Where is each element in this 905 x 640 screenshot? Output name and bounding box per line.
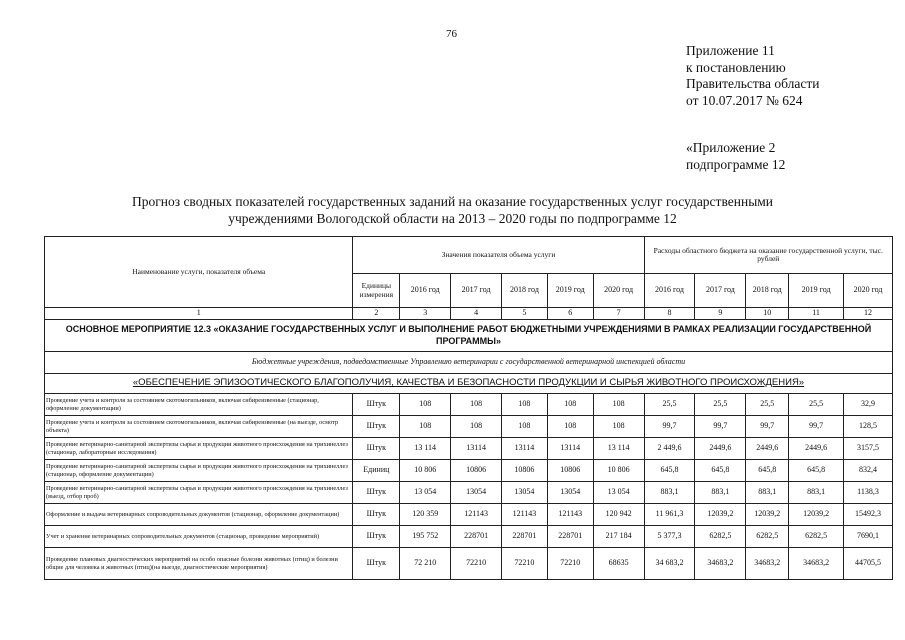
budget-value: 12039,2 [746, 504, 789, 526]
appendix-line: к постановлению [686, 59, 786, 75]
budget-value: 883,1 [644, 482, 695, 504]
page-number: 76 [446, 28, 457, 40]
column-number-row [45, 308, 893, 320]
appendix-line: подпрограмме 12 [686, 156, 786, 172]
budget-value: 5 377,3 [644, 526, 695, 548]
budget-value: 645,8 [644, 460, 695, 482]
service-name: Проведение учета и контроля за состоянием скотомогильников, включая сибиреязвенные (стационар, оформление документации) [45, 394, 353, 416]
column-number: 9 [695, 308, 746, 320]
budget-value: 44705,5 [844, 548, 893, 580]
volume-value: 13054 [502, 482, 548, 504]
volume-value: 72 210 [400, 548, 451, 580]
budget-value: 883,1 [746, 482, 789, 504]
volume-value: 13114 [451, 438, 502, 460]
volume-value: 228701 [547, 526, 593, 548]
budget-value: 34683,2 [746, 548, 789, 580]
header-budget-group: Расходы областного бюджета на оказание государственной услуги, тыс. рублей [644, 237, 892, 274]
volume-value: 108 [547, 394, 593, 416]
budget-value: 645,8 [695, 460, 746, 482]
unit: Штук [353, 482, 400, 504]
service-name: Оформление и выдача ветеринарных сопроводительных документов (стационар, оформление документации) [45, 504, 353, 526]
volume-value: 10 806 [593, 460, 644, 482]
unit: Штук [353, 438, 400, 460]
table-row [45, 482, 893, 504]
volume-value: 195 752 [400, 526, 451, 548]
header-year: 2020 год [593, 274, 644, 308]
header-budget-year: 2019 год [789, 274, 844, 308]
budget-value: 99,7 [746, 416, 789, 438]
column-number: 8 [644, 308, 695, 320]
volume-value: 13054 [547, 482, 593, 504]
volume-value: 121143 [502, 504, 548, 526]
budget-value: 34683,2 [695, 548, 746, 580]
unit: Единиц [353, 460, 400, 482]
volume-value: 108 [547, 416, 593, 438]
budget-value: 25,5 [789, 394, 844, 416]
table-row [45, 438, 893, 460]
budget-value: 34683,2 [789, 548, 844, 580]
budget-value: 832,4 [844, 460, 893, 482]
service-name: Проведение учета и контроля за состоянием скотомогильников, включая сибиреязвенные (на выезде, осмотр объекта) [45, 416, 353, 438]
section-main-activity: ОСНОВНОЕ МЕРОПРИЯТИЕ 12.3 «ОКАЗАНИЕ ГОСУДАРСТВЕННЫХ УСЛУГ И ВЫПОЛНЕНИЕ РАБОТ БЮДЖЕТНЫМИ УЧРЕЖДЕНИЯМИ В РАМКАХ РЕАЛИЗАЦИИ ГОСУДАРСТВЕННОЙ ПРОГРАММЫ» [45, 320, 893, 352]
header-service-name: Наименование услуги, показателя объема [45, 237, 353, 308]
budget-value: 99,7 [695, 416, 746, 438]
section-institutions: Бюджетные учреждения, подведомственные Управлению ветеринарии с государственной ветеринарной инспекцией области [45, 352, 893, 374]
service-name: Проведение ветеринарно-санитарной экспертизы сырья и продукции животного происхождения на трихинеллез (выезд, отбор проб) [45, 482, 353, 504]
forecast-table [44, 236, 893, 580]
table-row [45, 394, 893, 416]
section-program: «ОБЕСПЕЧЕНИЕ ЭПИЗООТИЧЕСКОГО БЛАГОПОЛУЧИЯ, КАЧЕСТВА И БЕЗОПАСНОСТИ ПРОДУКЦИИ И СЫРЬЯ ЖИВОТНОГО ПРОИСХОЖДЕНИЯ» [45, 374, 893, 394]
volume-value: 228701 [451, 526, 502, 548]
budget-value: 34 683,2 [644, 548, 695, 580]
budget-value: 99,7 [644, 416, 695, 438]
table-row [45, 460, 893, 482]
volume-value: 121143 [547, 504, 593, 526]
volume-value: 13114 [547, 438, 593, 460]
volume-value: 108 [502, 416, 548, 438]
budget-value: 99,7 [789, 416, 844, 438]
budget-value: 12039,2 [789, 504, 844, 526]
header-budget-year: 2020 год [844, 274, 893, 308]
header-volume-group: Значения показателя объема услуги [353, 237, 644, 274]
volume-value: 108 [502, 394, 548, 416]
volume-value: 108 [400, 394, 451, 416]
budget-value: 6282,5 [746, 526, 789, 548]
volume-value: 217 184 [593, 526, 644, 548]
unit: Штук [353, 416, 400, 438]
unit: Штук [353, 548, 400, 580]
budget-value: 7690,1 [844, 526, 893, 548]
appendix-subprogram-reference [686, 140, 785, 173]
service-name: Проведение ветеринарно-санитарной экспертизы сырья и продукции животного происхождения на трихинеллез (стационар, лабораторные исследования) [45, 438, 353, 460]
column-number: 3 [400, 308, 451, 320]
budget-value: 883,1 [695, 482, 746, 504]
budget-value: 3157,5 [844, 438, 893, 460]
volume-value: 228701 [502, 526, 548, 548]
volume-value: 121143 [451, 504, 502, 526]
service-name: Учет и хранение ветеринарных сопроводительных документов (стационар, проведение мероприятий) [45, 526, 353, 548]
title-line: Прогноз сводных показателей государственных заданий на оказание государственных услуг государственными [131, 194, 774, 209]
volume-value: 13114 [502, 438, 548, 460]
column-number: 2 [353, 308, 400, 320]
service-name: Проведение плановых диагностических мероприятий на особо опасные болезни животных (птиц) и болезни общие для человека и животных (птиц)(на выезде, диагностические мероприятия) [45, 548, 353, 580]
budget-value: 645,8 [746, 460, 789, 482]
volume-value: 108 [400, 416, 451, 438]
header-year: 2019 год [547, 274, 593, 308]
volume-value: 68635 [593, 548, 644, 580]
column-number: 12 [844, 308, 893, 320]
table-body [45, 237, 893, 580]
volume-value: 13 114 [593, 438, 644, 460]
budget-value: 25,5 [746, 394, 789, 416]
column-number: 5 [502, 308, 548, 320]
volume-value: 13054 [451, 482, 502, 504]
volume-value: 120 942 [593, 504, 644, 526]
volume-value: 108 [593, 394, 644, 416]
volume-value: 120 359 [400, 504, 451, 526]
budget-value: 2449,6 [695, 438, 746, 460]
budget-value: 883,1 [789, 482, 844, 504]
budget-value: 32,9 [844, 394, 893, 416]
budget-value: 6282,5 [789, 526, 844, 548]
budget-value: 25,5 [695, 394, 746, 416]
budget-value: 128,5 [844, 416, 893, 438]
service-name: Проведение ветеринарно-санитарной экспертизы сырья и продукции животного происхождения на трихинеллез (стационар, оформление документации) [45, 460, 353, 482]
volume-value: 72210 [502, 548, 548, 580]
header-budget-year: 2017 год [695, 274, 746, 308]
column-number: 1 [45, 308, 353, 320]
appendix-line: от 10.07.2017 № 624 [686, 92, 803, 108]
budget-value: 25,5 [644, 394, 695, 416]
column-number: 4 [451, 308, 502, 320]
header-year: 2017 год [451, 274, 502, 308]
volume-value: 10806 [547, 460, 593, 482]
volume-value: 72210 [451, 548, 502, 580]
volume-value: 10806 [502, 460, 548, 482]
header-unit: Единицы измерения [353, 274, 400, 308]
unit: Штук [353, 504, 400, 526]
table-row [45, 504, 893, 526]
header-year: 2016 год [400, 274, 451, 308]
budget-value: 2449,6 [746, 438, 789, 460]
column-number: 11 [789, 308, 844, 320]
column-number: 6 [547, 308, 593, 320]
volume-value: 72210 [547, 548, 593, 580]
appendix-line: Приложение 11 [686, 43, 775, 58]
volume-value: 108 [451, 416, 502, 438]
volume-value: 13 114 [400, 438, 451, 460]
appendix-line: «Приложение 2 [686, 140, 776, 155]
budget-value: 2449,6 [789, 438, 844, 460]
volume-value: 13 054 [593, 482, 644, 504]
budget-value: 2 449,6 [644, 438, 695, 460]
column-number: 7 [593, 308, 644, 320]
budget-value: 11 961,3 [644, 504, 695, 526]
title-line: учреждениями Вологодской области на 2013 – 2020 годы по подпрограмме 12 [228, 211, 677, 226]
appendix-reference [686, 43, 819, 109]
budget-value: 1138,3 [844, 482, 893, 504]
table-row [45, 416, 893, 438]
unit: Штук [353, 526, 400, 548]
budget-value: 15492,3 [844, 504, 893, 526]
header-year: 2018 год [502, 274, 548, 308]
volume-value: 108 [451, 394, 502, 416]
volume-value: 10806 [451, 460, 502, 482]
table-row [45, 548, 893, 580]
volume-value: 108 [593, 416, 644, 438]
header-budget-year: 2016 год [644, 274, 695, 308]
budget-value: 6282,5 [695, 526, 746, 548]
column-number: 10 [746, 308, 789, 320]
document-title [60, 193, 845, 227]
table-row [45, 526, 893, 548]
budget-value: 12039,2 [695, 504, 746, 526]
header-budget-year: 2018 год [746, 274, 789, 308]
volume-value: 13 054 [400, 482, 451, 504]
budget-value: 645,8 [789, 460, 844, 482]
appendix-line: Правительства области [686, 76, 820, 91]
unit: Штук [353, 394, 400, 416]
volume-value: 10 806 [400, 460, 451, 482]
